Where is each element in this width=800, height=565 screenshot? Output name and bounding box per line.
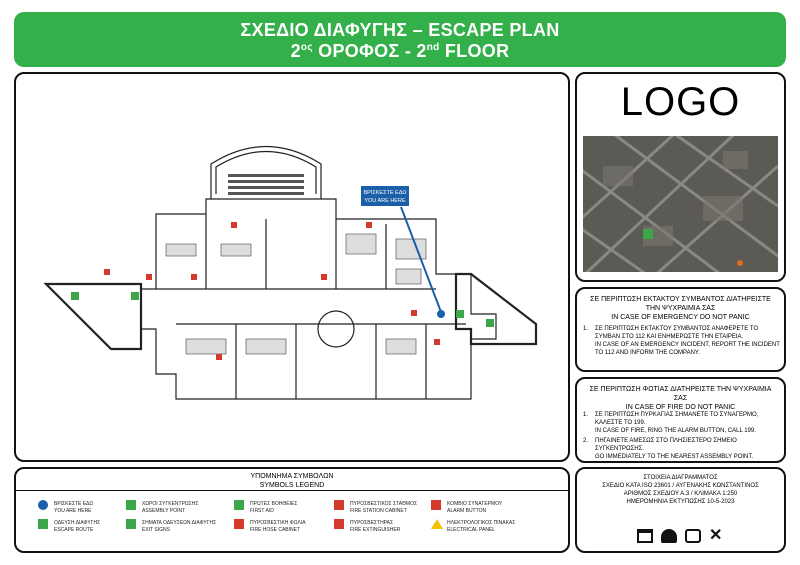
escape-route-markers xyxy=(71,292,494,327)
you-are-here-label-en: YOU ARE HERE xyxy=(364,198,406,204)
fire-panel xyxy=(575,377,786,463)
meeting-icon xyxy=(685,529,701,543)
logo-panel xyxy=(575,72,786,282)
fire-extinguisher-icon xyxy=(334,519,344,529)
satellite-map xyxy=(583,136,778,272)
fire-step-1: ΣΕ ΠΕΡΙΠΤΩΣΗ ΠΥΡΚΑΓΙΑΣ ΣΗΜΑΝΕΤΕ ΤΟ ΣΥΝΑΓΕΡΜΟ, ΚΑΛΕΣΤΕ ΤΟ 199. IN CASE OF FIRE, RING THE ALARM BUTTON, CALL 199. xyxy=(595,412,759,434)
floor-plan xyxy=(16,74,568,460)
emergency-heading-gr: ΣΕ ΠΕΡΙΠΤΩΣΗ ΕΚΤΑΚΤΟΥ ΣΥΜΒΑΝΤΟΣ ΔΙΑΤΗΡΕΙΣΤΕ ΤΗΝ ΨΥΧΡΑΙΜΙΑ ΣΑΣ xyxy=(590,296,771,312)
legend-item-label: ΠΥΡΟΣΒΕΣΤΗΡΑΣ FIRE EXTINGUISHER xyxy=(350,520,401,533)
legend-title-en: SYMBOLS LEGEND xyxy=(259,482,325,489)
emergency-text: ΣΕ ΠΕΡΙΠΤΩΣΗ ΕΚΤΑΚΤΟΥ ΣΥΜΒΑΝΤΟΣ ΑΝΑΦΕΡΕΤΕ ΤΟ ΣΥΜΒΑΝ ΣΤΟ 112 ΚΑΙ ΕΝΗΜΕΡΩΣΤΕ ΤΗΝ ΕΤΑΙΡΕΙΑ. IN CASE OF AN EMERGENCY INCIDENT, REPORT THE INCIDENT TO 112 AND INFORM THE COMPANY. xyxy=(595,326,780,356)
logo: LOGO xyxy=(620,80,741,124)
fire-num-2: 2. xyxy=(583,438,589,444)
diagram-info-date: ΗΜΕΡΟΜΗΝΙΑ ΕΚΤΥΠΩΣΗΣ 10-5-2023 xyxy=(626,499,735,505)
assembly-point-marker xyxy=(643,229,653,239)
escape-route-icon xyxy=(38,519,48,529)
diagram-info-standard: ΣΧΕΔΙΟ ΚΑΤΑ ISO 23601 / ΑΥΓΕΝΑΚΗΣ ΚΩΝΣΤΑΝΤΙΝΟΣ xyxy=(602,483,759,489)
fire-heading-en: IN CASE OF FIRE DO NOT PANIC xyxy=(625,404,736,411)
legend-item-label: ΒΡΙΣΚΕΣΤΕ ΕΔΩ YOU ARE HERE xyxy=(54,501,94,514)
fire-step-2: ΠΗΓΑΙΝΕΤΕ ΑΜΕΣΩΣ ΣΤΟ ΠΛΗΣΙΕΣΤΕΡΟ ΣΗΜΕΙΟ ΣΥΓΚΕΝΤΡΩΣΗΣ. GO IMMEDIATELY TO THE NEAREST ASSEMBLY POINT. xyxy=(595,438,754,460)
plan-title: ΣΧΕΔΙΟ ΔΙΑΦΥΓΗΣ – ESCAPE PLAN xyxy=(240,20,560,40)
diagram-info-panel xyxy=(575,467,786,553)
legend-item-label: ΚΟΜΒΙΟ ΣΥΝΑΓΕΡΜΟΥ ALARM BUTTON xyxy=(447,501,503,514)
floor-title: $2^{o\varsigma}$ ΟΡΟΦΟΣ - 2nd FLOOR xyxy=(290,41,510,61)
first-aid-icon xyxy=(234,500,244,510)
assembly-point-icon xyxy=(126,500,136,510)
emergency-panel xyxy=(575,287,786,372)
legend-item-label: ΟΔΕΥΣΗ ΔΙΑΦΥΓΗΣ ESCAPE ROUTE xyxy=(54,520,101,533)
people-icon xyxy=(661,529,677,543)
legend-item-label: ΣΗΜΑΤΑ ΟΔΕΥΣΕΩΝ ΔΙΑΦΥΓΗΣ EXIT SIGNS xyxy=(142,520,217,533)
legend-title-gr: ΥΠΟΜΝΗΜΑ ΣΥΜΒΟΛΩΝ xyxy=(250,473,334,480)
floor-plan-panel xyxy=(14,72,570,462)
legend-item-label: ΠΥΡΟΣΒΕΣΤΙΚΗ ΦΩΛΙΑ FIRE HOSE CABINET xyxy=(250,520,306,533)
tools-icon: ✕ xyxy=(709,527,723,544)
fire-hose-icon xyxy=(234,519,244,529)
you-are-here-icon xyxy=(38,500,48,510)
fire-num-1: 1. xyxy=(583,412,589,418)
electrical-panel-icon xyxy=(431,519,443,529)
legend-item-label: ΧΩΡΟΙ ΣΥΓΚΕΝΤΡΩΣΗΣ ASSEMBLY POINT xyxy=(142,501,199,514)
desk-icon xyxy=(637,529,653,543)
fire-station-icon xyxy=(334,500,344,510)
diagram-info-title: ΣΤΟΙΧΕΙΑ ΔΙΑΓΡΑΜΜΑΤΟΣ xyxy=(643,475,718,481)
footer-icons xyxy=(637,529,722,543)
legend-item-label: ΠΥΡΟΣΒΕΣΤΙΚΟΣ ΣΤΑΘΜΟΣ FIRE STATION CABINET xyxy=(350,501,418,514)
legend-item-label: ΗΛΕΚΤΡΟΛΟΓΙΚΟΣ ΠΙΝΑΚΑΣ ELECTRICAL PANEL xyxy=(447,520,516,533)
legend-item-label: ΠΡΩΤΕΣ ΒΟΗΘΕΙΕΣ FIRST AID xyxy=(250,501,298,514)
emergency-num: 1. xyxy=(583,326,589,332)
legend-panel xyxy=(14,467,570,553)
alarm-button-icon xyxy=(431,500,441,510)
plan-header xyxy=(14,12,786,67)
you-are-here-label-gr: ΒΡΙΣΚΕΣΤΕ ΕΔΩ xyxy=(363,190,407,196)
diagram-info-number: ΑΡΙΘΜΟΣ ΣΧΕΔΙΟΥ Α.3 / ΚΛΙΜΑΚΑ 1:250 xyxy=(623,491,738,497)
exit-sign-icon xyxy=(126,519,136,529)
emergency-heading-en: IN CASE OF EMERGENCY DO NOT PANIC xyxy=(611,314,750,321)
fire-heading-gr: ΣΕ ΠΕΡΙΠΤΩΣΗ ΦΩΤΙΑΣ ΔΙΑΤΗΡΕΙΣΤΕ ΤΗΝ ΨΥΧΡΑΙΜΙΑ ΣΑΣ xyxy=(589,386,772,402)
